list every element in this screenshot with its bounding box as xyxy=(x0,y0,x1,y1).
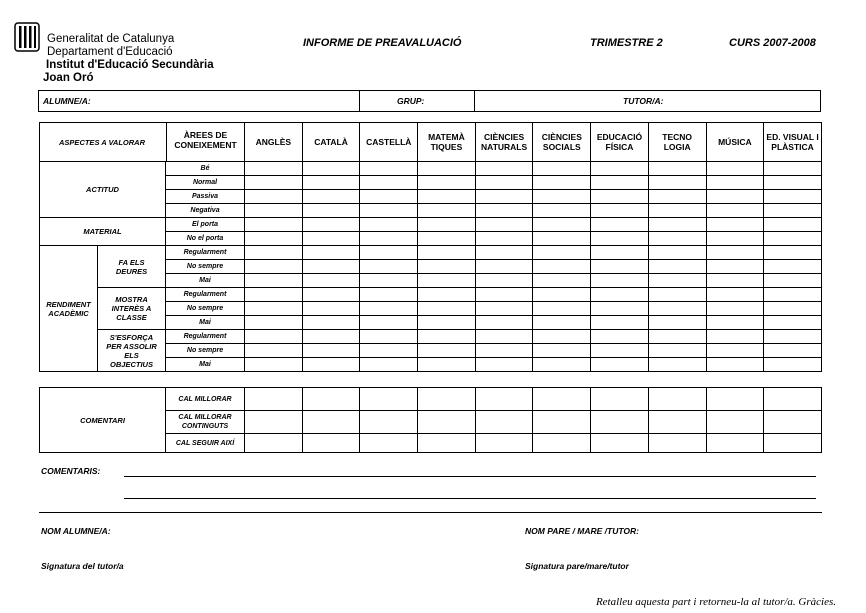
grade-cell[interactable] xyxy=(591,316,649,330)
grade-cell[interactable] xyxy=(302,274,360,288)
grade-cell[interactable] xyxy=(302,302,360,316)
comment-cell[interactable] xyxy=(360,388,418,411)
grade-cell[interactable] xyxy=(302,190,360,204)
subject-header: CIÈNCIES NATURALS xyxy=(475,123,533,162)
grade-cell[interactable] xyxy=(706,358,764,372)
option-label: Mai xyxy=(166,358,245,372)
grade-cell[interactable] xyxy=(591,260,649,274)
grade-cell[interactable] xyxy=(706,344,764,358)
grade-cell[interactable] xyxy=(533,204,591,218)
grade-cell[interactable] xyxy=(475,232,533,246)
grade-cell[interactable] xyxy=(648,260,706,274)
grade-cell[interactable] xyxy=(245,162,303,176)
subject-header: MÚSICA xyxy=(706,123,764,162)
grade-cell[interactable] xyxy=(764,232,822,246)
grade-cell[interactable] xyxy=(764,176,822,190)
grade-cell[interactable] xyxy=(360,358,418,372)
grade-cell[interactable] xyxy=(591,344,649,358)
grade-cell[interactable] xyxy=(245,274,303,288)
subject-header: EDUCACIÓ FÍSICA xyxy=(591,123,649,162)
comment-label: COMENTARI xyxy=(40,388,166,453)
grade-cell[interactable] xyxy=(418,344,476,358)
grade-cell[interactable] xyxy=(245,190,303,204)
option-label: Bé xyxy=(166,162,245,176)
comment-option-label: CAL MILLORAR xyxy=(166,388,245,411)
grade-cell[interactable] xyxy=(533,190,591,204)
grade-cell[interactable] xyxy=(302,358,360,372)
comment-cell[interactable] xyxy=(245,411,303,434)
grade-cell[interactable] xyxy=(302,204,360,218)
grade-cell[interactable] xyxy=(591,330,649,344)
comment-option-label: CAL SEGUIR AIXÍ xyxy=(166,434,245,453)
grade-cell[interactable] xyxy=(764,302,822,316)
comment-cell[interactable] xyxy=(360,411,418,434)
grade-cell[interactable] xyxy=(648,218,706,232)
grade-cell[interactable] xyxy=(245,176,303,190)
comment-cell[interactable] xyxy=(591,434,649,453)
subject-header: CASTELLÀ xyxy=(360,123,418,162)
grade-cell[interactable] xyxy=(591,162,649,176)
grade-cell[interactable] xyxy=(591,246,649,260)
grade-cell[interactable] xyxy=(706,246,764,260)
grade-cell[interactable] xyxy=(302,344,360,358)
comment-cell[interactable] xyxy=(475,388,533,411)
grade-cell[interactable] xyxy=(764,162,822,176)
org-name: Generalitat de Catalunya xyxy=(47,33,175,45)
grade-cell[interactable] xyxy=(764,330,822,344)
grade-cell[interactable] xyxy=(533,218,591,232)
subject-header: TECNO LOGIA xyxy=(648,123,706,162)
comment-cell[interactable] xyxy=(764,388,822,411)
option-label: Normal xyxy=(166,176,245,190)
grade-cell[interactable] xyxy=(648,162,706,176)
sub-aspect-label: S'ESFORÇA PER ASSOLIR ELS OBJECTIUS xyxy=(98,330,166,372)
grade-cell[interactable] xyxy=(360,302,418,316)
grade-cell[interactable] xyxy=(418,162,476,176)
grade-cell[interactable] xyxy=(475,218,533,232)
subject-header: ED. VISUAL I PLÀSTICA xyxy=(764,123,822,162)
grade-cell[interactable] xyxy=(475,302,533,316)
grade-cell[interactable] xyxy=(418,260,476,274)
grade-cell[interactable] xyxy=(418,316,476,330)
grade-cell[interactable] xyxy=(475,260,533,274)
grade-cell[interactable] xyxy=(302,246,360,260)
grade-cell[interactable] xyxy=(245,204,303,218)
grade-cell[interactable] xyxy=(648,246,706,260)
grade-cell[interactable] xyxy=(302,232,360,246)
areas-header-label: ÀREES DE CONEIXEMENT xyxy=(174,130,237,150)
grade-cell[interactable] xyxy=(648,316,706,330)
grade-cell[interactable] xyxy=(764,344,822,358)
comment-cell[interactable] xyxy=(764,434,822,453)
grade-cell[interactable] xyxy=(418,176,476,190)
grade-cell[interactable] xyxy=(591,232,649,246)
grade-cell[interactable] xyxy=(475,358,533,372)
comment-cell[interactable] xyxy=(533,411,591,434)
tutor-signature-label: Signatura del tutor/a xyxy=(41,561,124,571)
grade-cell[interactable] xyxy=(591,274,649,288)
grade-cell[interactable] xyxy=(706,218,764,232)
grade-cell[interactable] xyxy=(475,288,533,302)
grade-cell[interactable] xyxy=(418,190,476,204)
grade-cell[interactable] xyxy=(706,274,764,288)
comment-cell[interactable] xyxy=(648,388,706,411)
option-label: No sempre xyxy=(166,260,245,274)
return-note: Retalleu aquesta part i retorneu-la al tutor/a. Gràcies. xyxy=(595,596,836,608)
identity-row xyxy=(38,90,821,112)
grade-cell[interactable] xyxy=(360,204,418,218)
comment-cell[interactable] xyxy=(245,388,303,411)
grade-cell[interactable] xyxy=(245,344,303,358)
option-label: Mai xyxy=(166,316,245,330)
grade-cell[interactable] xyxy=(418,246,476,260)
parent-name-label: NOM PARE / MARE /TUTOR: xyxy=(525,526,639,536)
grade-cell[interactable] xyxy=(418,288,476,302)
grade-cell[interactable] xyxy=(245,330,303,344)
comment-cell[interactable] xyxy=(302,388,360,411)
course-label: CURS 2007-2008 xyxy=(729,37,816,49)
grade-cell[interactable] xyxy=(533,162,591,176)
option-label: No sempre xyxy=(166,302,245,316)
evaluation-table xyxy=(39,122,822,372)
organization-block xyxy=(47,33,214,72)
grade-cell[interactable] xyxy=(533,302,591,316)
comment-cell[interactable] xyxy=(302,434,360,453)
grade-cell[interactable] xyxy=(302,162,360,176)
grade-cell[interactable] xyxy=(302,288,360,302)
comment-cell[interactable] xyxy=(360,434,418,453)
comment-option-label: CAL MILLORAR CONTINGUTS xyxy=(166,411,245,434)
option-label: No el porta xyxy=(166,232,245,246)
comments-label: COMENTARIS: xyxy=(41,466,101,476)
grade-cell[interactable] xyxy=(360,218,418,232)
comment-line[interactable] xyxy=(124,476,816,477)
option-label: No sempre xyxy=(166,344,245,358)
separator-line xyxy=(39,512,822,513)
grade-cell[interactable] xyxy=(648,274,706,288)
grade-cell[interactable] xyxy=(302,176,360,190)
comment-line[interactable] xyxy=(124,498,816,499)
grade-cell[interactable] xyxy=(764,204,822,218)
grade-cell[interactable] xyxy=(706,330,764,344)
aspects-header: ASPECTES A VALORAR xyxy=(40,123,245,162)
grade-cell[interactable] xyxy=(764,288,822,302)
grade-cell[interactable] xyxy=(360,316,418,330)
student-field-label: ALUMNE/A: xyxy=(43,96,91,106)
grade-cell[interactable] xyxy=(591,190,649,204)
grade-cell[interactable] xyxy=(648,358,706,372)
grade-cell[interactable] xyxy=(533,246,591,260)
grade-cell[interactable] xyxy=(706,204,764,218)
grade-cell[interactable] xyxy=(706,176,764,190)
grade-cell[interactable] xyxy=(764,274,822,288)
grade-cell[interactable] xyxy=(475,190,533,204)
grade-cell[interactable] xyxy=(475,274,533,288)
grade-cell[interactable] xyxy=(706,302,764,316)
grade-cell[interactable] xyxy=(418,274,476,288)
grade-cell[interactable] xyxy=(418,358,476,372)
grade-cell[interactable] xyxy=(245,358,303,372)
grade-cell[interactable] xyxy=(706,260,764,274)
grade-cell[interactable] xyxy=(418,330,476,344)
subject-header: CIÈNCIES SOCIALS xyxy=(533,123,591,162)
comment-cell[interactable] xyxy=(591,388,649,411)
grade-cell[interactable] xyxy=(533,316,591,330)
comment-cell[interactable] xyxy=(648,434,706,453)
grade-cell[interactable] xyxy=(533,274,591,288)
option-label: Regularment xyxy=(166,330,245,344)
grade-cell[interactable] xyxy=(591,302,649,316)
school-name-2: Joan Oró xyxy=(43,72,94,84)
grade-cell[interactable] xyxy=(245,288,303,302)
grade-cell[interactable] xyxy=(706,190,764,204)
option-label: Mai xyxy=(166,274,245,288)
comment-cell[interactable] xyxy=(706,411,764,434)
grade-cell[interactable] xyxy=(418,204,476,218)
comment-cell[interactable] xyxy=(418,388,476,411)
grade-cell[interactable] xyxy=(418,218,476,232)
group-field-label: GRUP: xyxy=(397,96,425,106)
option-label: El porta xyxy=(166,218,245,232)
tutor-field-label: TUTOR/A: xyxy=(623,96,664,106)
grade-cell[interactable] xyxy=(360,260,418,274)
comment-cell[interactable] xyxy=(418,434,476,453)
comment-cell[interactable] xyxy=(706,434,764,453)
grade-cell[interactable] xyxy=(245,218,303,232)
grade-cell[interactable] xyxy=(533,232,591,246)
grade-cell[interactable] xyxy=(648,302,706,316)
sub-aspect-label: MOSTRA INTERÈS A CLASSE xyxy=(98,288,166,330)
grade-cell[interactable] xyxy=(764,358,822,372)
grade-cell[interactable] xyxy=(475,330,533,344)
grade-cell[interactable] xyxy=(245,246,303,260)
grade-cell[interactable] xyxy=(475,246,533,260)
grade-cell[interactable] xyxy=(591,288,649,302)
comment-cell[interactable] xyxy=(706,388,764,411)
grade-cell[interactable] xyxy=(764,190,822,204)
comment-cell[interactable] xyxy=(591,411,649,434)
grade-cell[interactable] xyxy=(533,288,591,302)
grade-cell[interactable] xyxy=(245,302,303,316)
grade-cell[interactable] xyxy=(648,232,706,246)
option-label: Regularment xyxy=(166,288,245,302)
aspect-label: RENDIMENT ACADÈMIC xyxy=(40,246,98,372)
option-label: Negativa xyxy=(166,204,245,218)
subject-header: MATEMÀ TIQUES xyxy=(418,123,476,162)
grade-cell[interactable] xyxy=(591,176,649,190)
student-name-label: NOM ALUMNE/A: xyxy=(41,526,111,536)
grade-cell[interactable] xyxy=(591,204,649,218)
comment-cell[interactable] xyxy=(418,411,476,434)
grade-cell[interactable] xyxy=(706,162,764,176)
grade-cell[interactable] xyxy=(591,218,649,232)
option-label: Passiva xyxy=(166,190,245,204)
grade-cell[interactable] xyxy=(418,302,476,316)
comment-cell[interactable] xyxy=(302,411,360,434)
grade-cell[interactable] xyxy=(475,204,533,218)
grade-cell[interactable] xyxy=(648,204,706,218)
grade-cell[interactable] xyxy=(533,344,591,358)
subject-header: ANGLÈS xyxy=(245,123,303,162)
grade-cell[interactable] xyxy=(302,260,360,274)
comment-table xyxy=(39,387,822,453)
grade-cell[interactable] xyxy=(360,274,418,288)
comment-cell[interactable] xyxy=(764,411,822,434)
grade-cell[interactable] xyxy=(360,190,418,204)
grade-cell[interactable] xyxy=(245,260,303,274)
grade-cell[interactable] xyxy=(360,162,418,176)
grade-cell[interactable] xyxy=(706,232,764,246)
comment-cell[interactable] xyxy=(245,434,303,453)
grade-cell[interactable] xyxy=(360,232,418,246)
school-name: Institut d'Educació Secundària xyxy=(46,59,214,71)
grade-cell[interactable] xyxy=(245,316,303,330)
page-title: INFORME DE PREAVALUACIÓ xyxy=(303,37,462,49)
trimester-label: TRIMESTRE 2 xyxy=(590,37,663,49)
grade-cell[interactable] xyxy=(764,316,822,330)
grade-cell[interactable] xyxy=(418,232,476,246)
grade-cell[interactable] xyxy=(648,190,706,204)
grade-cell[interactable] xyxy=(706,316,764,330)
aspect-label: ACTITUD xyxy=(40,162,166,218)
grade-cell[interactable] xyxy=(302,218,360,232)
option-label: Regularment xyxy=(166,246,245,260)
grade-cell[interactable] xyxy=(302,316,360,330)
grade-cell[interactable] xyxy=(360,176,418,190)
grade-cell[interactable] xyxy=(648,176,706,190)
comment-cell[interactable] xyxy=(475,411,533,434)
sub-aspect-label: FA ELS DEURES xyxy=(98,246,166,288)
comment-cell[interactable] xyxy=(475,434,533,453)
grade-cell[interactable] xyxy=(533,260,591,274)
subject-header: CATALÀ xyxy=(302,123,360,162)
grade-cell[interactable] xyxy=(475,344,533,358)
grade-cell[interactable] xyxy=(475,162,533,176)
grade-cell[interactable] xyxy=(360,330,418,344)
grade-cell[interactable] xyxy=(764,246,822,260)
grade-cell[interactable] xyxy=(475,176,533,190)
comment-cell[interactable] xyxy=(533,388,591,411)
grade-cell[interactable] xyxy=(245,232,303,246)
grade-cell[interactable] xyxy=(706,288,764,302)
grade-cell[interactable] xyxy=(591,358,649,372)
grade-cell[interactable] xyxy=(475,316,533,330)
grade-cell[interactable] xyxy=(648,288,706,302)
aspect-label: MATERIAL xyxy=(40,218,166,246)
grade-cell[interactable] xyxy=(764,260,822,274)
generalitat-logo-icon xyxy=(14,22,40,52)
grade-cell[interactable] xyxy=(533,176,591,190)
grade-cell[interactable] xyxy=(360,344,418,358)
grade-cell[interactable] xyxy=(533,330,591,344)
grade-cell[interactable] xyxy=(360,246,418,260)
grade-cell[interactable] xyxy=(302,330,360,344)
department-name: Departament d'Educació xyxy=(47,46,173,58)
grade-cell[interactable] xyxy=(764,218,822,232)
comment-cell[interactable] xyxy=(533,434,591,453)
parent-signature-label: Signatura pare/mare/tutor xyxy=(525,561,629,571)
grade-cell[interactable] xyxy=(533,358,591,372)
grade-cell[interactable] xyxy=(360,288,418,302)
grade-cell[interactable] xyxy=(648,330,706,344)
comment-cell[interactable] xyxy=(648,411,706,434)
grade-cell[interactable] xyxy=(648,344,706,358)
